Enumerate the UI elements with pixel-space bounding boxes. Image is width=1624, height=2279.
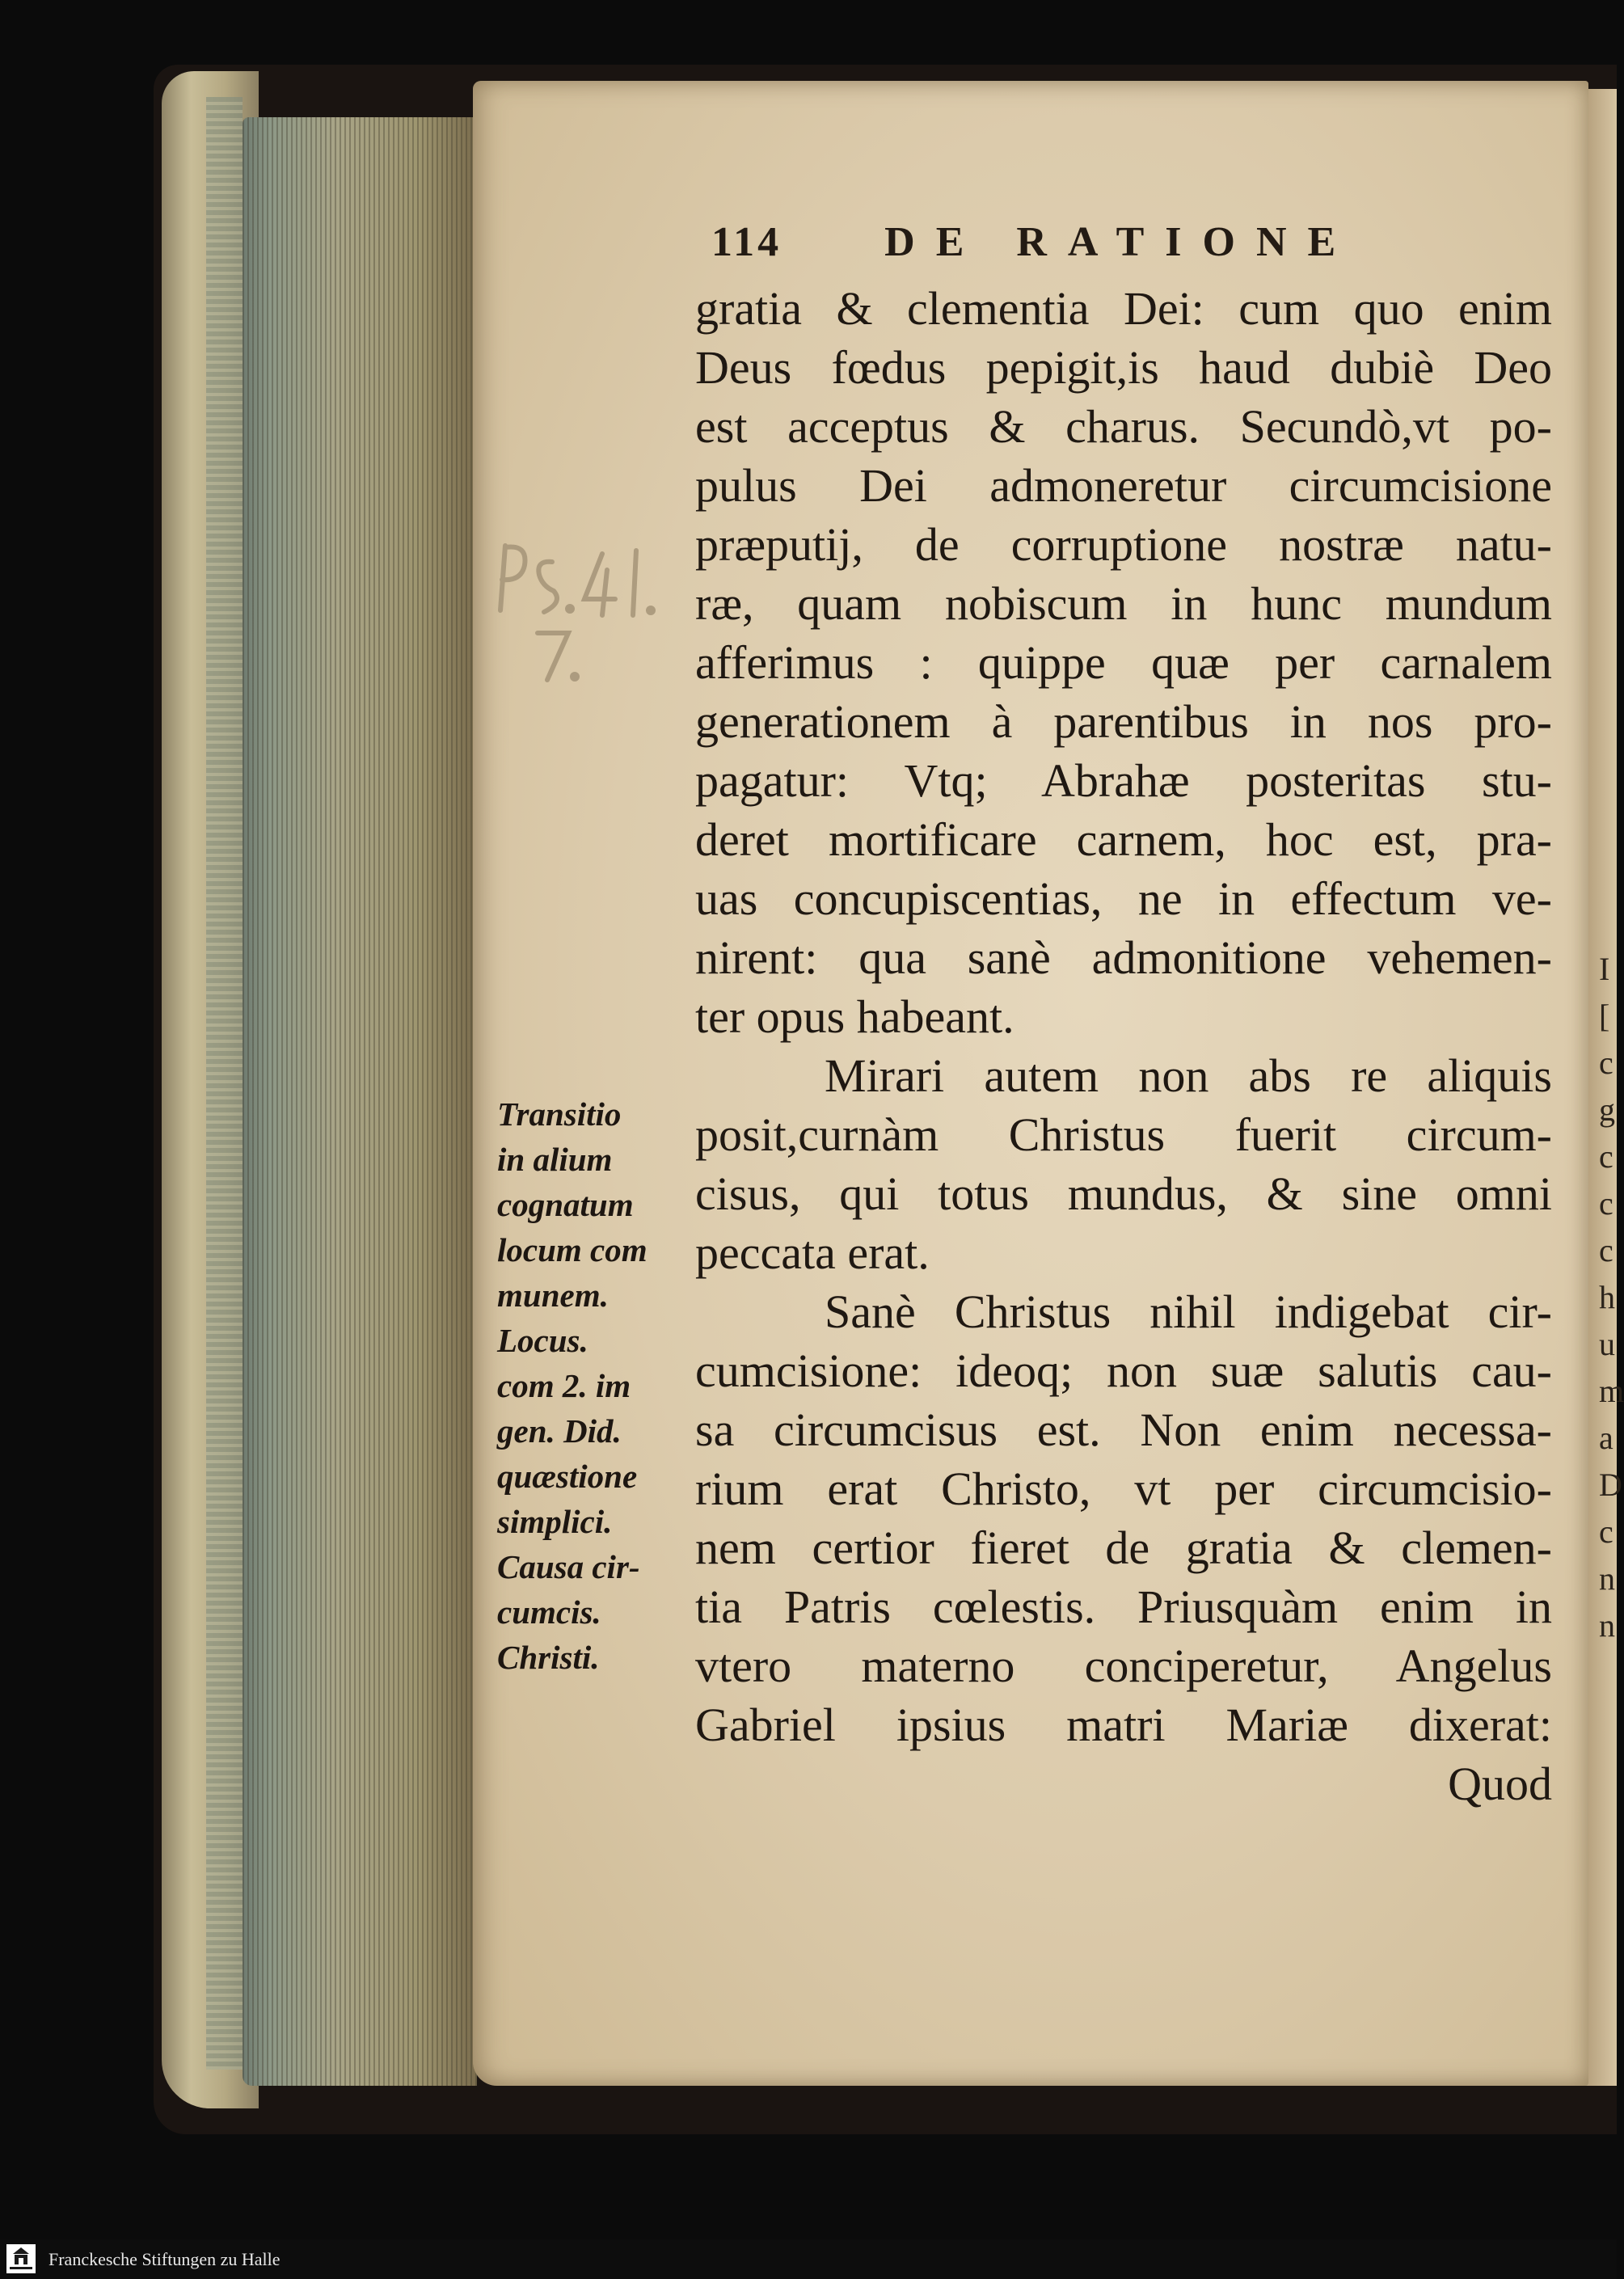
marginal-note-line: quæstione [497,1458,638,1495]
facing-page-letter: h [1599,1279,1615,1315]
text-line: tia Patris cœlestis. Priusquàm enim in [695,1581,1552,1633]
facing-page-letter: c [1599,1045,1613,1081]
footer-institution: Franckesche Stiftungen zu Halle [49,2249,281,2269]
marginal-note-line: gen. Did. [497,1412,622,1450]
text-line: cumcisione: ideoq; non suæ salutis cau- [695,1344,1552,1397]
facing-page-letter: g [1599,1091,1615,1128]
handwritten-note-icon [489,538,675,707]
running-title: DE RATIONE [884,219,1357,265]
facing-page-letter: c [1599,1138,1613,1175]
facing-page-letter: I [1599,951,1610,987]
facing-page-letter: a [1599,1420,1613,1456]
text-line: posit,curnàm Christus fuerit circum- [695,1108,1552,1161]
text-line: afferimus : quippe quæ per carnalem [695,636,1552,689]
text-line: sa circumcisus est. Non enim necessa- [695,1403,1552,1456]
marginal-note-line: simplici. [497,1503,613,1540]
facing-page-letter: m [1599,1373,1624,1409]
facing-page-letter: c [1599,1232,1613,1268]
text-line: Sanè Christus nihil indigebat cir- [825,1285,1552,1338]
facing-page-letter: u [1599,1326,1615,1362]
facing-page-letter: n [1599,1560,1615,1597]
facing-page-letter: c [1599,1185,1613,1222]
page-edges [243,117,477,2086]
facing-page-fragments [1599,946,1624,1649]
institution-logo-icon [6,2244,36,2273]
text-line: pulus Dei admoneretur circumcisione [695,459,1552,512]
text-line: Gabriel ipsius matri Mariæ dixerat: [695,1699,1552,1751]
text-line: Deus fœdus pepigit,is haud dubiè Deo [695,341,1552,394]
marginal-note-line: Locus. [497,1322,588,1359]
facing-page-letter: D [1599,1467,1622,1503]
body-text [695,279,1552,1813]
text-line: rium erat Christo, vt per circumcisio- [695,1462,1552,1515]
text-line: ter opus habeant. [695,990,1014,1043]
page-number: 114 [711,219,782,265]
text-line: uas concupiscentias, ne in effectum ve- [695,872,1552,925]
marginal-note-line: cognatum [497,1186,634,1223]
facing-page-letter: [ [1599,998,1610,1034]
running-head [711,218,1356,266]
marginal-note-line: in alium [497,1141,613,1178]
text-line: gratia & clementia Dei: cum quo enim [695,282,1552,335]
text-line: vtero materno conciperetur, Angelus [695,1640,1552,1692]
facing-page-letter: n [1599,1607,1615,1644]
marginal-notes [497,1091,687,1680]
text-line: nirent: qua sanè admonitione vehemen- [695,931,1552,984]
text-line: peccata erat. [695,1226,930,1279]
text-line: cisus, qui totus mundus, & sine omni [695,1167,1552,1220]
marginal-note-line: Christi. [497,1639,600,1676]
marginal-note-line: locum com [497,1231,647,1268]
book-spine [206,97,243,2070]
text-line: Mirari autem non abs re aliquis [825,1049,1552,1102]
marginal-note-line: cumcis. [497,1593,601,1631]
marginal-note-line: Causa cir- [497,1548,640,1585]
marginal-note-line: Transitio [497,1095,622,1133]
marginal-note-line: com 2. im [497,1367,631,1404]
text-line: nem certior fieret de gratia & clemen- [695,1521,1552,1574]
text-line: pagatur: Vtq; Abrahæ posteritas stu- [695,754,1552,807]
text-line: Quod [1448,1758,1552,1810]
text-line: generationem à parentibus in nos pro- [695,695,1552,748]
footer-bar [0,2239,1617,2279]
text-line: præputij, de corruptione nostræ natu- [695,518,1552,571]
text-line: ræ, quam nobiscum in hunc mundum [695,577,1552,630]
facing-page-letter: c [1599,1513,1613,1550]
marginal-note-line: munem. [497,1277,609,1314]
text-line: deret mortificare carnem, hoc est, pra- [695,813,1552,866]
text-line: est acceptus & charus. Secundò,vt po- [695,400,1552,453]
